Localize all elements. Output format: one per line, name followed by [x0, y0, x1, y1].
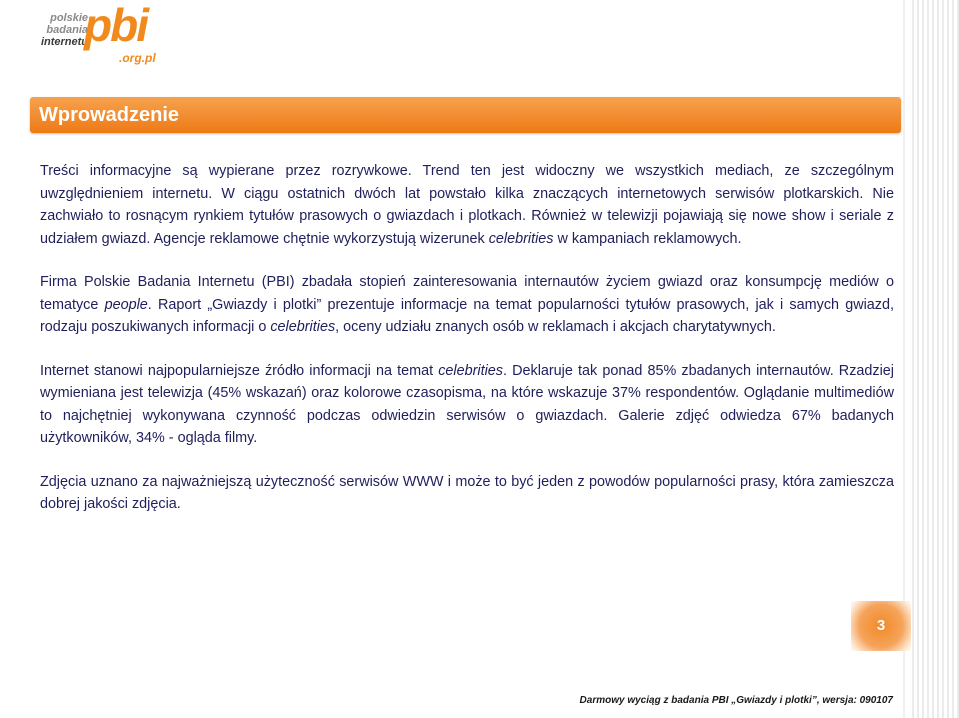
text-run: Firma Polskie Badania Internetu (PBI) zbadała stopień zainteresowania internautów życiem gwiazd oraz konsumpcję mediów o tematyce [40, 274, 894, 313]
text-run: . Deklaruje tak ponad 85% zbadanych internautów. Rzadziej wymieniana jest telewizja (45% wskazań) oraz kolorowe czasopisma, na które wskazuje 37% respondentów. Oglądanie multimediów to najchętniej wykonywana czynność podczas odwiedzin serwisów o gwiazdach. Galerie zdjęć odwiedza 67% badanych użytkowników, 34% - ogląda filmy. [40, 362, 894, 446]
logo-line-2: badania [46, 24, 88, 36]
paragraph [40, 471, 894, 516]
logo-line-1: polskie [50, 12, 88, 24]
text-run: , oceny udziału znanych osób w reklamach i akcjach charytatywnych. [335, 319, 776, 335]
logo-line-3: internetu [40, 36, 88, 48]
logo-brand: pbi [84, 0, 147, 51]
text-run: Zdjęcia uznano za najważniejszą użyteczność serwisów WWW i może to być jeden z powodów popularności prasy, która zamieszcza dobrej jakości zdjęcia. [40, 473, 894, 512]
paragraph [40, 271, 894, 339]
italic-term: people [104, 296, 148, 313]
logo-text [26, 12, 88, 48]
paragraph [40, 160, 894, 250]
text-run: . Raport „Gwiazdy i plotki” prezentuje informacje na temat popularności tytułów prasowych, jak i samych gwiazd, rodzaju poszukiwanych informacji o [40, 296, 894, 335]
body-text [40, 160, 894, 537]
text-run: Treści informacyjne są wypierane przez rozrywkowe. Trend ten jest widoczny we wszystkich mediach, ze szczególnym uwzględnieniem internetu. W ciągu ostatnich dwóch lat powstało kilka znaczących internetowych serwisów plotkarskich. Nie zachwiało to rosnącym rynkiem tytułów prasowych o gwiazdach i plotkach. Również w telewizji pojawiają się nowe show i seriale z udziałem gwiazd. Agencje reklamowe chętnie wykorzystują wizerunek [40, 163, 894, 247]
text-run: w kampaniach reklamowych. [553, 230, 742, 247]
paragraph [40, 360, 894, 450]
text-run: Internet stanowi najpopularniejsze źródło informacji na temat [40, 362, 439, 379]
italic-term: celebrities [270, 319, 336, 335]
page-title: Wprowadzenie [39, 104, 180, 126]
logo-domain: .org.pl [119, 51, 156, 65]
decorative-stripes [909, 0, 959, 718]
italic-term: celebrities [488, 230, 554, 247]
page-number: 3 [876, 617, 886, 634]
footer-note: Darmowy wyciąg z badania PBI „Gwiazdy i plotki”, wersja: 090107 [579, 695, 893, 706]
page-number-badge [851, 601, 911, 651]
italic-term: celebrities [438, 362, 503, 379]
section-title-bar [30, 97, 901, 133]
pbi-logo[interactable] [26, 0, 166, 72]
